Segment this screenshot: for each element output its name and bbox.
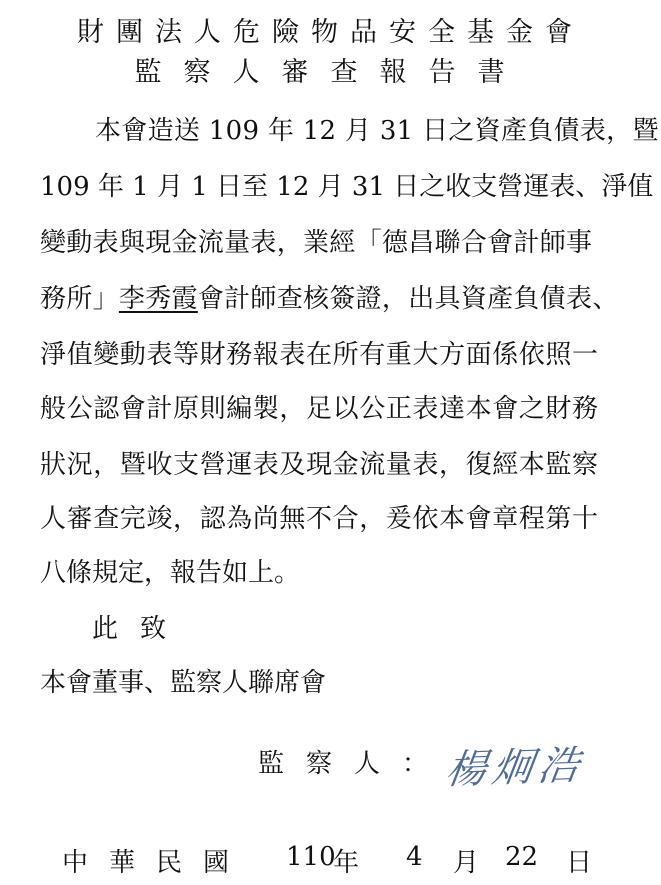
date-day: 22 — [505, 842, 539, 872]
body-line-4-prefix: 務所」 — [40, 284, 119, 314]
body-line-2: 109 年 1 月 1 日至 12 月 31 日之收支營運表、淨值 — [40, 172, 654, 202]
accountant-name: 李秀霞 — [118, 284, 198, 314]
signer-label: 監察人： — [258, 748, 451, 779]
closing-greeting: 此致 — [92, 614, 189, 644]
body-line-9: 八條規定，報告如上。 — [40, 558, 301, 588]
body-line-4 — [40, 286, 619, 312]
signature-block — [258, 732, 619, 792]
handwritten-signature — [439, 732, 619, 794]
body-line-8: 人審查完竣，認為尚無不合，爰依本會章程第十 — [40, 504, 599, 534]
document-title: 財團法人危險物品安全基金會 — [77, 17, 584, 48]
date-day-unit: 日 — [566, 848, 593, 878]
date-era: 中華民國 — [62, 848, 251, 878]
body-line-3: 變動表與現金流量表，業經「德昌聯合會計師事 — [40, 228, 593, 258]
date-year-unit: 年 — [333, 848, 360, 878]
date-month-unit: 月 — [453, 848, 480, 878]
document-subtitle: 監察人審查報告書 — [134, 57, 527, 88]
body-line-5: 淨值變動表等財務報表在所有重大方面係依照一 — [40, 340, 599, 370]
body-line-4-suffix: 會計師查核簽證，出具資產負債表、 — [197, 284, 619, 314]
date-year: 110 — [286, 842, 336, 872]
closing-addressee: 本會董事、監察人聯席會 — [40, 668, 327, 698]
body-line-6: 般公認會計原則編製，足以公正表達本會之財務 — [40, 394, 599, 424]
date-month: 4 — [406, 842, 423, 872]
signature-text: 楊炯浩 — [442, 742, 589, 794]
body-line-7: 狀況，暨收支營運表及現金流量表，復經本監察 — [40, 450, 599, 480]
body-line-1: 本會造送 109 年 12 月 31 日之資產負債表，暨 — [95, 116, 659, 146]
